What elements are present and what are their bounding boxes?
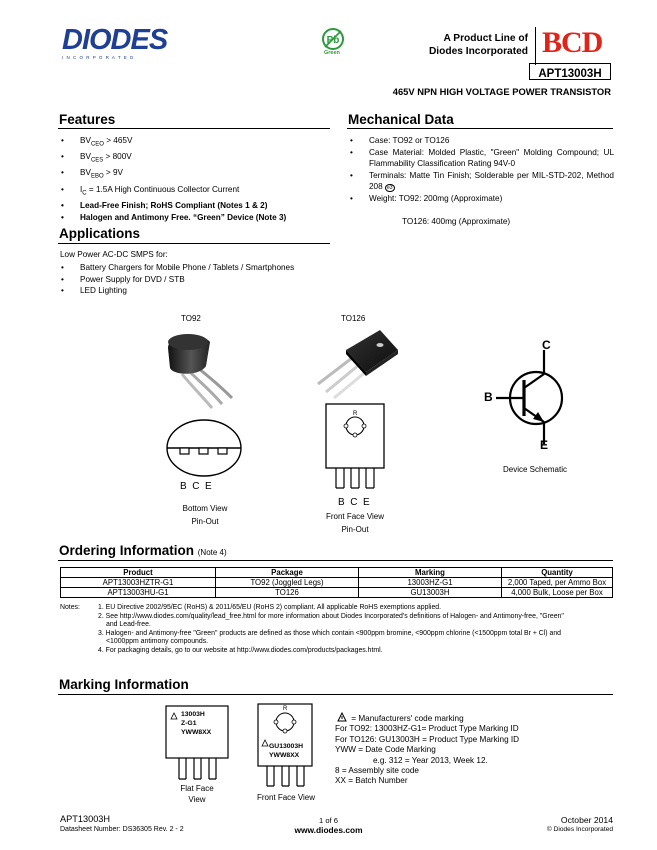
- mech-weight: • Weight: TO92: 200mg (Approximate): [349, 193, 614, 205]
- mech-terminals: • Terminals: Matte Tin Finish; Solderable per MIL-STD-202, Method 208 e3: [349, 170, 614, 193]
- to92-package-image: [160, 328, 250, 410]
- to126-label: TO126: [341, 314, 366, 323]
- footer-copyright: © Diodes Incorporated: [546, 826, 613, 833]
- feature-item-green: • Halogen and Antimony Free. “Green” Device (Note 3): [60, 212, 335, 224]
- notes-label: Notes:: [60, 604, 80, 611]
- ordering-table: [60, 567, 613, 598]
- green-label: Green: [324, 50, 340, 56]
- col-package: Package: [216, 568, 359, 578]
- diodes-logo: [62, 26, 182, 66]
- note-item: 1. EU Directive 2002/95/EC (RoHS) & 2011/65/EU (RoHS 2) compliant. All applicable RoHS exemptions applied.: [98, 604, 442, 611]
- footer-page: 1 of 6: [319, 816, 338, 825]
- bcd-logo-text: BCD: [542, 26, 603, 59]
- col-marking: Marking: [359, 568, 502, 578]
- note-item: 3. Halogen- and Antimony-free "Green" products are defined as those which contain <900ppm bromine, <900ppm chlorine (<1500ppm total Br + Cl) and: [98, 629, 562, 637]
- mechanical-list: [349, 135, 614, 205]
- product-line-2: Diodes Incorporated: [428, 46, 528, 57]
- mech-material: • Case Material: Molded Plastic, "Green" Molding Compound; UL Flammability Classification Rating 94V-0: [349, 147, 614, 170]
- schematic-caption: Device Schematic: [502, 465, 568, 474]
- features-list: [60, 135, 335, 223]
- footer-datasheet: Datasheet Number: DS36305 Rev. 2 - 2: [60, 826, 184, 833]
- to126-hole-label: R: [353, 411, 358, 417]
- col-product: Product: [61, 568, 216, 578]
- note-item: 2. See http://www.diodes.com/quality/lead_free.html for more information about Diodes Incorporated's definitions of Halogen- and Antimony-free, "Green": [98, 612, 564, 620]
- bcd-divider: [535, 27, 536, 65]
- note-item: 4. For packaging details, go to our website at http://www.diodes.com/products/packages.html.: [98, 646, 383, 654]
- footer-part: APT13003H: [60, 814, 111, 824]
- schematic-pin-c: C: [542, 338, 551, 352]
- diodes-logo-sub: I N C O R P O R A T E D: [62, 55, 135, 60]
- mechanical-rule: [347, 128, 613, 129]
- part-number: APT13003H: [538, 68, 602, 80]
- page-subtitle: 465V NPN HIGH VOLTAGE POWER TRANSISTOR: [392, 86, 611, 97]
- to92-marking-caption: Flat Face View: [180, 784, 214, 804]
- product-line-1: A Product Line of: [443, 33, 528, 44]
- notes-list: [98, 604, 618, 656]
- legend-item: For TO126: GU13003H = Product Type Marking ID: [335, 734, 520, 744]
- ordering-note: (Note 4): [197, 548, 227, 557]
- bcd-logo: [542, 27, 612, 59]
- to92-bottom-view: [163, 418, 245, 478]
- legend-item: = Manufacturers' code marking: [335, 712, 519, 724]
- part-number-box: [529, 63, 611, 80]
- to126-caption: Front Face View Pin-Out: [325, 512, 385, 534]
- svg-text:Pb: Pb: [326, 35, 340, 46]
- applications-title: Applications: [59, 226, 141, 241]
- ordering-title: Ordering Information (Note 4): [59, 543, 227, 558]
- applications-intro: Low Power AC-DC SMPS for:: [60, 250, 168, 259]
- footer-date: October 2014: [560, 815, 613, 825]
- mechanical-title: Mechanical Data: [348, 112, 454, 127]
- table-row: APT13003HZTR-G1 TO92 (Joggled Legs) 13003HZ-G1 2,000 Taped, per Ammo Box: [61, 578, 613, 588]
- to92-caption: Bottom View Pin-Out: [182, 504, 228, 526]
- feature-item-leadfree: • Lead-Free Finish; RoHS Compliant (Notes 1 & 2): [60, 200, 335, 212]
- to126-package-image: [300, 326, 400, 406]
- applications-list: [60, 262, 360, 297]
- to92-pin-labels: B C E: [180, 481, 212, 492]
- product-line-text: [410, 32, 528, 58]
- features-rule: [58, 128, 330, 129]
- feature-item: • $BV_{EBO} > 9V$: [60, 167, 335, 183]
- note-item: and Lead-free.: [106, 621, 151, 629]
- marking-title: Marking Information: [59, 677, 189, 692]
- schematic-pin-b: B: [484, 390, 493, 404]
- col-quantity: Quantity: [502, 568, 613, 578]
- legend-item: XX = Batch Number: [335, 776, 408, 786]
- to126-marking-text: GU13003H YWW8XX: [269, 743, 304, 759]
- feature-item: • $BV_{CES} > 800V$: [60, 151, 335, 167]
- footer-url[interactable]: www.diodes.com: [294, 825, 363, 835]
- marking-legend: [335, 712, 519, 787]
- manufacturer-code-icon: [335, 712, 349, 722]
- to126-pin-labels: B C E: [338, 497, 370, 508]
- diodes-logo-text: DIODES: [62, 24, 168, 56]
- legend-item: For TO92: 13003HZ-G1= Product Type Marking ID: [335, 724, 519, 734]
- npn-transistor-schematic: [480, 336, 570, 458]
- feature-item: • $I_C = 1.5A$ High Continuous Collector Current: [60, 184, 335, 200]
- green-pb-badge: [320, 26, 350, 56]
- application-item: • Battery Chargers for Mobile Phone / Tablets / Smartphones: [60, 262, 360, 274]
- application-item: • LED Lighting: [60, 285, 360, 297]
- features-title: Features: [59, 112, 116, 127]
- mech-case: • Case: TO92 or TO126: [349, 135, 614, 147]
- applications-rule: [58, 243, 330, 244]
- to126-marking-hole-label: R: [283, 706, 288, 712]
- note-item: <1000ppm antimony compounds.: [106, 638, 209, 646]
- ordering-rule: [58, 560, 613, 561]
- legend-item: e.g. 312 = Year 2013, Week 12.: [373, 755, 488, 765]
- schematic-pin-e: E: [540, 438, 549, 452]
- to92-label: TO92: [181, 314, 201, 323]
- table-row: APT13003HU-G1 TO126 GU13003H 4,000 Bulk, Loose per Box: [61, 588, 613, 598]
- to92-marking-text: 13003H Z-G1 YWW8XX: [181, 711, 212, 736]
- feature-item: • $BV_{CEO} > 465V$: [60, 135, 335, 151]
- legend-item: YWW = Date Code Marking: [335, 745, 436, 755]
- to126-marking-caption: Front Face View: [256, 793, 316, 802]
- e3-icon: e3: [386, 185, 393, 192]
- ordering-header-row: [61, 568, 613, 578]
- mech-weight-2: TO126: 400mg (Approximate): [402, 217, 511, 226]
- application-item: • Power Supply for DVD / STB: [60, 274, 360, 286]
- marking-rule: [58, 694, 613, 695]
- legend-item: 8 = Assembly site code: [335, 766, 419, 776]
